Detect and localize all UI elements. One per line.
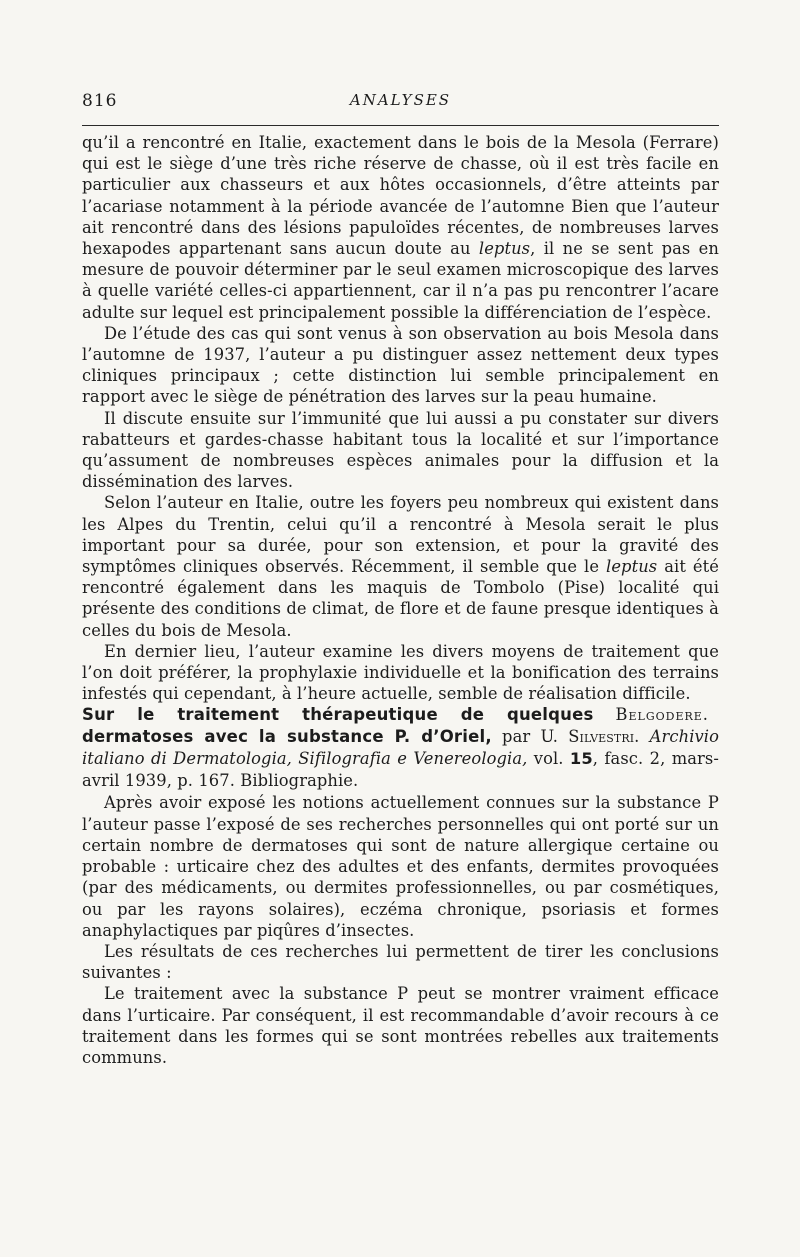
paragraph: Les résultats de ces recherches lui permettent de tirer les conclusions suivantes :: [82, 941, 719, 983]
paragraph: De l’étude des cas qui sont venus à son observation au bois Mesola dans l’automne de 1937, l’auteur a pu distinguer assez nettement deux types cliniques principaux ; cette distinction lui semble principalement en rapport avec le siège de pénétration des larves sur la peau humaine.: [82, 323, 719, 407]
reviewer-signature: Belgodere.: [615, 705, 709, 725]
article-journal: Archivio italiano di Dermatologia, Sifilografia e Venereologia,: [82, 727, 720, 769]
page-header: [82, 91, 719, 115]
header-rule: [82, 125, 719, 126]
paragraph-with-signature: En dernier lieu, l’auteur examine les divers moyens de traitement que l’on doit préférer, la prophylaxie individuelle et la bonification des terrains infestés qui cependant, à l’heure actuelle, semble de réalisation difficile. Belgodere.: [82, 641, 719, 725]
article-volume: 15: [569, 749, 593, 769]
paragraph: Selon l’auteur en Italie, outre les foyers peu nombreux qui existent dans les Alpes du Trentin, celui qu’il a rencontré à Mesola serait le plus important pour sa durée, pour son extension, et pour la gravité des symptômes cliniques observés. Récemment, il semble que le leptus ait été rencontré également dans les maquis de Tombolo (Pise) localité qui présente des conditions de climat, de flore et de faune presque identiques à celles du bois de Mesola.: [82, 493, 720, 640]
page-body: [82, 132, 719, 1068]
paragraph-continuation: qu’il a rencontré en Italie, exactement dans le bois de la Mesola (Ferrare) qui est le siège d’une très riche réserve de chasse, où il est très facile en particulier aux chasseurs et aux hôtes occasionnels, d’être atteints par l’acariase notamment à la période avancée de l’automne Bien que l’auteur ait rencontré dans des lésions papuloïdes récentes, de nombreuses larves hexapodes appartenant sans aucun doute au leptus, il ne se sent pas en mesure de pouvoir déterminer par le seul examen microscopique des larves à quelle variété celles-ci appartiennent, car il n’a pas pu rencontrer l’acare adulte sur lequel est principalement possible la différenciation de l’espèce.: [82, 133, 719, 322]
article-title: Sur le traitement thérapeutique de quelques dermatoses avec la substance P. d’Oriel,: [82, 705, 594, 747]
italic-term: leptus: [606, 557, 658, 577]
paragraph: Il discute ensuite sur l’immunité que lui aussi a pu constater sur divers rabatteurs et gardes-chasse habitant tous la localité et sur l’importance qu’assument de nombreuses espèces animales pour la diffusion et la dissémination des larves.: [82, 408, 719, 492]
page-number: 816: [82, 91, 118, 111]
article-heading: Sur le traitement thérapeutique de quelques dermatoses avec la substance P. d’Oriel, par U. Silvestri. Archivio italiano di Dermatologia, Sifilografia e Venereologia, vol. 15, fasc. 2, mars-avril 1939, p. 167. Bibliographie.: [82, 705, 720, 791]
paragraph: Après avoir exposé les notions actuellement connues sur la substance P l’auteur passe l’exposé de ses recherches personnelles qui ont porté sur un certain nombre de dermatoses qui sont de nature allergique certaine ou probable : urticaire chez des adultes et des enfants, dermites provoquées (par des médicaments, ou dermites professionnelles, ou par cosmétiques, ou par les rayons solaires), eczéma chronique, psoriasis et formes anaphylactiques par piqûres d’insectes.: [82, 793, 719, 940]
paragraph: Le traitement avec la substance P peut se montrer vraiment efficace dans l’urticaire. Par conséquent, il est recommandable d’avoir recours à ce traitement dans les formes qui se sont montrées rebelles aux traitements communs.: [82, 984, 719, 1067]
article-author: Silvestri.: [568, 727, 640, 747]
running-title: ANALYSES: [349, 91, 452, 109]
italic-term: leptus: [478, 239, 531, 259]
